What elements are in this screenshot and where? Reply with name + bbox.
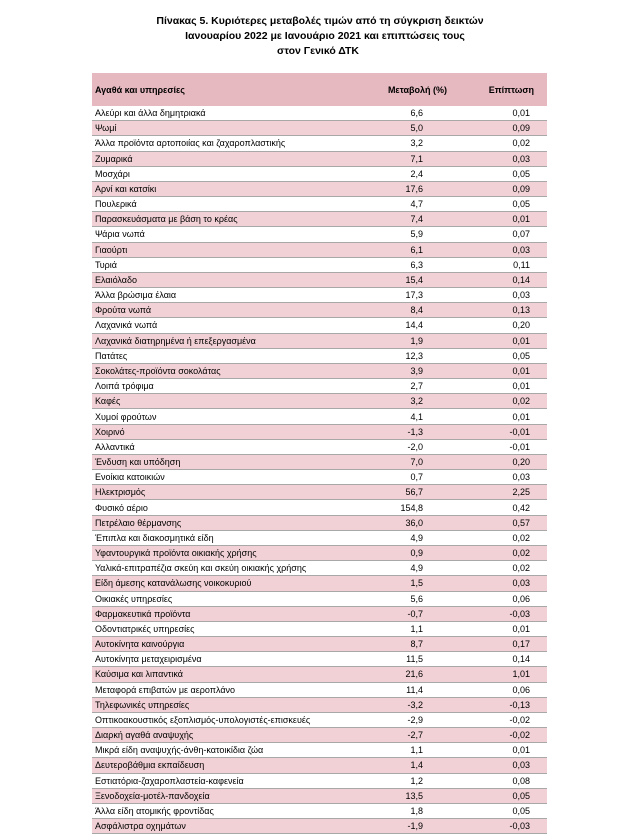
header-goods-services: Αγαθά και υπηρεσίες [95,84,185,95]
item-name-cell: Δευτεροβάθμια εκπαίδευση [95,760,205,771]
change-percent-cell: 1,4 [410,760,423,771]
change-percent-cell: 1,9 [410,335,423,346]
table-row [92,394,547,409]
impact-cell: 0,01 [512,335,530,346]
table-row [92,106,547,121]
change-percent-cell: 8,7 [410,639,423,650]
header-change-percent: Μεταβολή (%) [387,84,447,95]
impact-cell: 0,17 [512,639,530,650]
impact-cell: 0,01 [512,411,530,422]
item-name-cell: Άλλα βρώσιμα έλαια [95,290,177,301]
table-row [92,440,547,455]
impact-cell: -0,02 [509,714,530,725]
impact-cell: 0,01 [512,623,530,634]
impact-cell: 0,05 [512,168,530,179]
item-name-cell: Έπιπλα και διακοσμητικά είδη [95,532,214,543]
item-name-cell: Φυσικό αέριο [95,502,148,513]
change-percent-cell: 5,6 [410,593,423,604]
item-name-cell: Οικιακές υπηρεσίες [95,593,173,604]
impact-cell: 2,25 [512,487,530,498]
impact-cell: 0,05 [512,350,530,361]
item-name-cell: Καφές [95,396,121,407]
change-percent-cell: 1,1 [410,623,423,634]
impact-cell: 0,02 [512,532,530,543]
table-row [92,819,547,834]
change-percent-cell: 4,1 [410,411,423,422]
change-percent-cell: 5,9 [410,229,423,240]
table-row [92,637,547,652]
change-percent-cell: 8,4 [410,305,423,316]
change-percent-cell: 1,8 [410,805,423,816]
item-name-cell: Παρασκευάσματα με βάση το κρέας [95,214,238,225]
table-row [92,136,547,151]
change-percent-cell: 36,0 [405,517,423,528]
impact-cell: 0,06 [512,593,530,604]
item-name-cell: Πατάτες [95,350,128,361]
table-row [92,485,547,500]
impact-cell: 0,02 [512,396,530,407]
table-body [92,106,547,834]
change-percent-cell: 1,1 [410,745,423,756]
table-row [92,592,547,607]
impact-cell: -0,01 [509,426,530,437]
impact-cell: 0,42 [512,502,530,513]
change-percent-cell: 11,4 [406,684,423,695]
impact-cell: 0,08 [512,775,530,786]
table-row [92,182,547,197]
item-name-cell: Είδη άμεσης κατανάλωσης νοικοκυριού [95,578,252,589]
item-name-cell: Μοσχάρι [95,168,130,179]
item-name-cell: Ενοίκια κατοικιών [95,472,165,483]
change-percent-cell: -1,9 [407,821,423,832]
table-title [0,14,630,59]
table-row [92,728,547,743]
table-row [92,273,547,288]
price-changes-table [92,73,547,834]
impact-cell: 0,01 [512,366,530,376]
table-row [92,303,547,318]
change-percent-cell: 56,7 [405,487,423,498]
table-row [92,349,547,364]
item-name-cell: Ελαιόλαδο [95,274,137,285]
impact-cell: 0,01 [512,108,530,119]
table-row [92,561,547,576]
item-name-cell: Πετρέλαιο θέρμανσης [95,517,182,528]
item-name-cell: Μικρά είδη αναψυχής-άνθη-κατοικίδια ζώα [95,745,264,756]
item-name-cell: Αλεύρι και άλλα δημητριακά [95,108,206,119]
item-name-cell: Καύσιμα και λιπαντικά [95,669,183,680]
impact-cell: 0,05 [512,805,530,816]
table-row [92,470,547,485]
table-header [92,73,547,106]
impact-cell: 0,09 [512,183,530,194]
change-percent-cell: -0,7 [407,608,423,619]
change-percent-cell: 7,4 [410,214,423,225]
impact-cell: 0,02 [512,563,530,574]
table-row [92,713,547,728]
change-percent-cell: 6,1 [410,244,423,255]
item-name-cell: Αυτοκίνητα μεταχειρισμένα [95,654,202,665]
change-percent-cell: 17,6 [405,183,423,194]
table-row [92,121,547,136]
change-percent-cell: 21,6 [405,669,423,680]
impact-cell: 0,03 [512,290,530,301]
change-percent-cell: -2,9 [407,714,423,725]
header-impact: Επίπτωση [488,84,534,95]
impact-cell: -0,13 [509,699,530,710]
item-name-cell: Λαχανικά νωπά [95,320,158,331]
impact-cell: 0,13 [512,305,530,316]
item-name-cell: Τηλεφωνικές υπηρεσίες [95,699,190,710]
impact-cell: 0,07 [512,229,530,240]
impact-cell: 0,06 [512,684,530,695]
impact-cell: 0,09 [512,123,530,134]
impact-cell: 0,14 [512,654,530,665]
table-row [92,243,547,258]
change-percent-cell: 4,9 [410,563,423,574]
impact-cell: 0,14 [512,274,530,285]
item-name-cell: Τυριά [95,259,117,270]
table-row [92,167,547,182]
table-row [92,698,547,713]
item-name-cell: Ηλεκτρισμός [95,487,146,498]
impact-cell: 0,01 [512,214,530,225]
item-name-cell: Ένδυση και υπόδηση [95,457,181,468]
table-row [92,774,547,789]
table-row [92,152,547,167]
item-name-cell: Οδοντιατρικές υπηρεσίες [95,623,195,634]
item-name-cell: Ασφάλιστρα οχημάτων [95,821,186,832]
impact-cell: 0,20 [512,457,530,468]
table-row [92,622,547,637]
table-row [92,212,547,227]
change-percent-cell: 5,0 [410,123,423,134]
table-row [92,425,547,440]
impact-cell: 0,03 [512,578,530,589]
table-row [92,258,547,273]
impact-cell: -0,01 [509,441,530,452]
table-row [92,652,547,667]
table-row [92,409,547,424]
impact-cell: 0,01 [512,745,530,756]
impact-cell: 0,03 [512,760,530,771]
item-name-cell: Υφαντουργικά προϊόντα οικιακής χρήσης [95,548,257,559]
change-percent-cell: 2,4 [410,168,423,179]
item-name-cell: Ψωμί [95,123,117,134]
change-percent-cell: 6,3 [410,259,423,270]
impact-cell: 1,01 [512,669,530,680]
table-row [92,379,547,394]
change-percent-cell: 11,5 [406,654,423,665]
table-row [92,804,547,819]
change-percent-cell: -2,7 [407,730,423,741]
table-row [92,364,547,379]
change-percent-cell: 13,5 [405,790,423,801]
item-name-cell: Γιαούρτι [95,244,128,255]
impact-cell: -0,02 [509,730,530,741]
impact-cell: 0,03 [512,244,530,255]
impact-cell: -0,03 [509,608,530,619]
item-name-cell: Χοιρινό [95,426,125,437]
table-row [92,683,547,698]
impact-cell: 0,57 [512,517,530,528]
table-row [92,531,547,546]
change-percent-cell: 154,8 [400,502,423,513]
table-row [92,197,547,212]
impact-cell: 0,03 [512,153,530,164]
title-line-3: στον Γενικό ΔΤΚ [277,45,359,57]
change-percent-cell: 12,3 [405,350,423,361]
item-name-cell: Σοκολάτες-προϊόντα σοκολάτας [95,366,221,376]
item-name-cell: Λαχανικά διατηρημένα ή επεξεργασμένα [95,335,256,346]
item-name-cell: Ξενοδοχεία-μοτέλ-πανδοχεία [95,790,210,801]
item-name-cell: Αυτοκίνητα καινούργια [95,639,185,650]
item-name-cell: Ζυμαρικά [95,153,133,164]
title-line-1: Πίνακας 5. Κυριότερες μεταβολές τιμών από τη σύγκριση δεικτών [156,15,484,27]
item-name-cell: Εστιατόρια-ζαχαροπλαστεία-καφενεία [95,775,244,786]
table-row [92,318,547,333]
item-name-cell: Ψάρια νωπά [95,229,145,240]
change-percent-cell: 7,1 [410,153,423,164]
table-row [92,789,547,804]
change-percent-cell: -1,3 [407,426,423,437]
table-row [92,546,547,561]
item-name-cell: Φρούτα νωπά [95,305,152,316]
impact-cell: 0,02 [512,138,530,149]
table-row [92,455,547,470]
item-name-cell: Αρνί και κατσίκι [95,183,157,194]
change-percent-cell: 3,9 [410,366,423,376]
table-row [92,743,547,758]
impact-cell: 0,20 [512,320,530,331]
item-name-cell: Αλλαντικά [95,441,135,452]
change-percent-cell: 0,9 [410,548,423,559]
impact-cell: 0,05 [512,199,530,210]
change-percent-cell: 2,7 [410,381,423,392]
change-percent-cell: 17,3 [405,290,423,301]
table-row [92,758,547,773]
table-row [92,334,547,349]
change-percent-cell: 1,5 [410,578,423,589]
change-percent-cell: 4,9 [410,532,423,543]
change-percent-cell: -2,0 [407,441,423,452]
impact-cell: 0,02 [512,548,530,559]
table-row [92,227,547,242]
title-line-2: Ιανουαρίου 2022 με Ιανουάριο 2021 και επιπτώσεις τους [185,30,465,42]
impact-cell: 0,01 [512,381,530,392]
item-name-cell: Λοιπά τρόφιμα [95,381,154,392]
table-row [92,576,547,591]
item-name-cell: Διαρκή αγαθά αναψυχής [95,730,194,741]
item-name-cell: Άλλα προϊόντα αρτοποιίας και ζαχαροπλαστικής [95,138,286,149]
table-row [92,516,547,531]
change-percent-cell: 3,2 [410,396,423,407]
table-row [92,667,547,682]
item-name-cell: Πουλερικά [95,199,137,210]
change-percent-cell: -3,2 [407,699,423,710]
change-percent-cell: 3,2 [410,138,423,149]
impact-cell: 0,11 [513,259,530,270]
change-percent-cell: 15,4 [405,274,423,285]
item-name-cell: Οπτικοακουστικός εξοπλισμός-υπολογιστές-επισκευές [95,714,311,725]
table-row [92,607,547,622]
change-percent-cell: 14,4 [405,320,423,331]
item-name-cell: Άλλα είδη ατομικής φροντίδας [95,805,214,816]
impact-cell: 0,05 [512,790,530,801]
table-row [92,500,547,515]
impact-cell: 0,03 [512,472,530,483]
change-percent-cell: 6,6 [410,108,423,119]
change-percent-cell: 4,7 [410,199,423,210]
table-row [92,288,547,303]
item-name-cell: Χυμοί φρούτων [95,411,157,422]
change-percent-cell: 7,0 [410,457,423,468]
item-name-cell: Υαλικά-επιτραπέζια σκεύη και σκεύη οικιακής χρήσης [95,563,307,574]
item-name-cell: Φαρμακευτικά προϊόντα [95,608,191,619]
impact-cell: -0,03 [509,821,530,832]
item-name-cell: Μεταφορά επιβατών με αεροπλάνο [95,684,236,695]
change-percent-cell: 0,7 [410,472,423,483]
change-percent-cell: 1,2 [410,775,423,786]
